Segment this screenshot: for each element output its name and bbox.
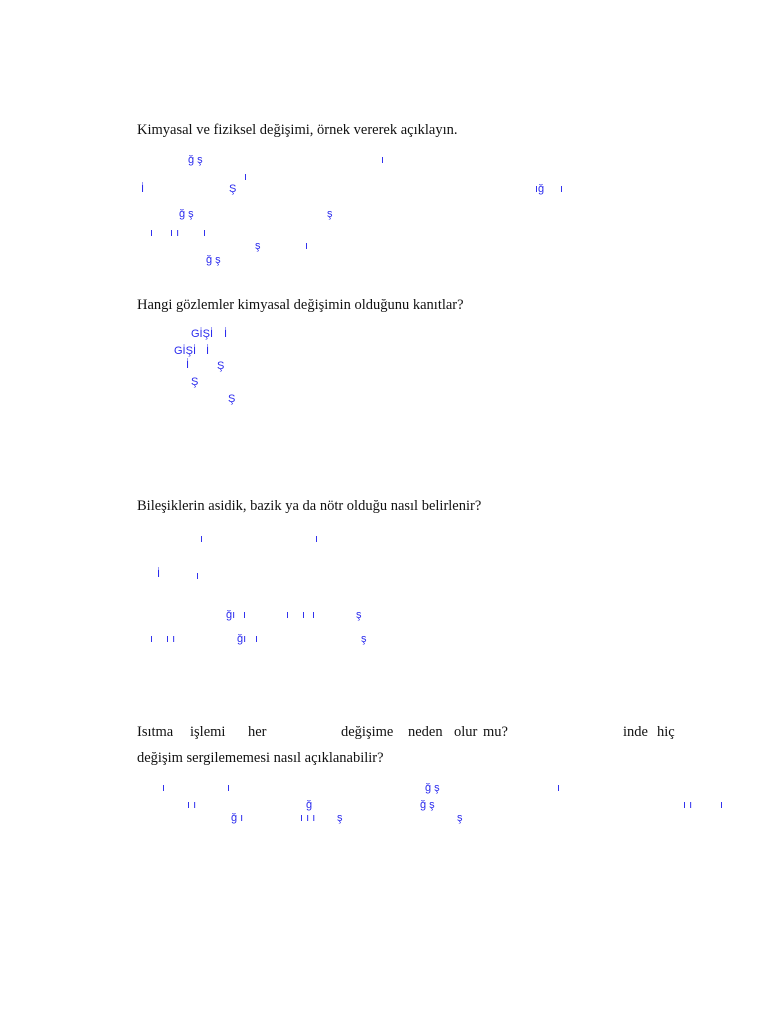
answer-fragment: ı <box>243 609 247 621</box>
answer-fragment: İ <box>141 183 145 195</box>
word: neden <box>408 724 443 740</box>
answer-fragment: ğı <box>226 609 236 621</box>
word: Isıtma <box>137 724 174 740</box>
answer-fragment: ğ <box>306 799 313 811</box>
answer-fragment: ı <box>255 633 259 645</box>
answer-fragment: ı <box>302 609 306 621</box>
answer-fragment: ı <box>381 154 385 166</box>
answer-fragment: ı <box>150 227 154 239</box>
answer-fragment: ı ı ı <box>300 812 316 824</box>
answer-fragment: ı <box>286 609 290 621</box>
answer-fragment: İ <box>157 568 161 580</box>
answer-fragment: ı <box>312 609 316 621</box>
answer-fragment: ı <box>200 533 204 545</box>
word: olur <box>454 724 478 740</box>
answer-fragment: İ <box>186 359 190 371</box>
word: işlemi <box>190 724 226 740</box>
answer-fragment: ş <box>361 633 367 645</box>
answer-fragment: Ş <box>191 376 199 388</box>
answer-fragment: İ <box>206 345 210 357</box>
answer-fragment: ş <box>457 812 463 824</box>
answer-fragment: Ş <box>228 393 236 405</box>
answer-fragment: ş <box>327 208 333 220</box>
answer-fragment: ş <box>255 240 261 252</box>
answer-fragment: ı <box>196 570 200 582</box>
question-4-line-2: değişim sergilememesi nasıl açıklanabilir? <box>137 750 384 766</box>
word: hiç <box>657 724 675 740</box>
answer-fragment: İ <box>224 328 228 340</box>
answer-fragment: Ş <box>217 360 225 372</box>
answer-fragment: ğ ş <box>179 208 194 220</box>
answer-fragment: ı <box>305 240 309 252</box>
question-4-line-1 <box>137 723 677 741</box>
answer-fragment: ğ ş <box>206 254 221 266</box>
answer-fragment: ğ ş <box>188 154 203 166</box>
word: mu? <box>483 724 508 740</box>
answer-fragment: ığ <box>535 183 545 195</box>
answer-fragment: ş <box>337 812 343 824</box>
answer-fragment: ı <box>720 799 724 811</box>
answer-fragment: ı ı <box>166 633 176 645</box>
answer-fragment: ğ ı <box>231 812 244 824</box>
question-2: Hangi gözlemler kimyasal değişimin olduğunu kanıtlar? <box>137 297 464 313</box>
word: inde <box>623 724 648 740</box>
answer-fragment: ı <box>162 782 166 794</box>
answer-fragment: ı ı <box>683 799 693 811</box>
word: her <box>248 724 267 740</box>
answer-fragment: ş <box>356 609 362 621</box>
word: değişime <box>341 724 394 740</box>
answer-fragment: ı <box>560 183 564 195</box>
question-4 <box>137 723 677 767</box>
answer-fragment: ı <box>203 227 207 239</box>
answer-fragment: ı ı <box>170 227 180 239</box>
answer-fragment: ı <box>150 633 154 645</box>
answer-fragment: ğı <box>237 633 247 645</box>
answer-fragment: GİŞİ <box>191 328 214 340</box>
question-1: Kimyasal ve fiziksel değişimi, örnek vererek açıklayın. <box>137 122 458 138</box>
answer-fragment: Ş <box>229 183 237 195</box>
answer-fragment: ı <box>315 533 319 545</box>
answer-fragment: ğ ş <box>425 782 440 794</box>
answer-fragment: ı <box>557 782 561 794</box>
answer-fragment: ı ı <box>187 799 197 811</box>
answer-fragment: ı <box>244 171 248 183</box>
answer-fragment: ı <box>227 782 231 794</box>
answer-fragment: GİŞİ <box>174 345 197 357</box>
question-3: Bileşiklerin asidik, bazik ya da nötr olduğu nasıl belirlenir? <box>137 498 482 514</box>
answer-fragment: ğ ş <box>420 799 435 811</box>
